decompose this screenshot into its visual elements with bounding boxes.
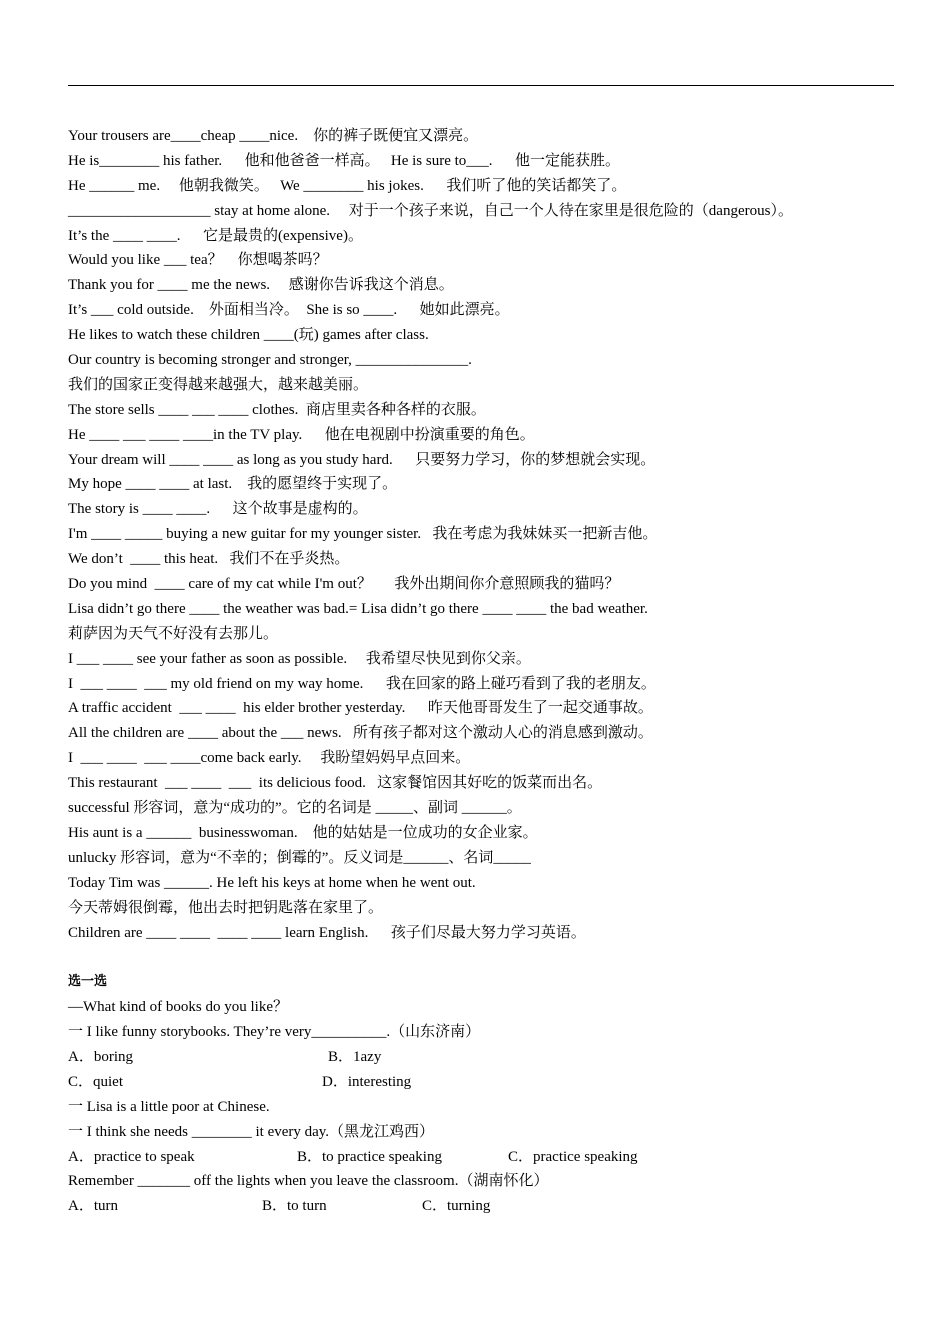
question-1-option-c: C．quiet [68,1073,123,1090]
question-2-prompt: 一 Lisa is a little poor at Chinese. [68,1098,270,1115]
exercise-line: Would you like ___ tea？ 你想喝茶吗？ [68,252,328,269]
exercise-line: I ___ ____ ___ ____come back early. 我盼望妈妈早点回来。 [68,750,471,767]
question-2-options [68,1145,898,1170]
question-2-option-c: C．practice speaking [508,1148,638,1165]
exercise-line: His aunt is a ______ businesswoman. 他的姑姑是一位成功的女企业家。 [68,824,538,841]
exercise-line: We don’t ____ this heat. 我们不在乎炎热。 [68,551,350,568]
fill-in-blank-exercises [68,124,898,945]
exercise-line: Do you mind ____ care of my cat while I'm out？ 我外出期间你介意照顾我的猫吗？ [68,576,620,593]
question-1-options-row-1 [68,1045,898,1070]
exercise-line: My hope ____ ____ at last. 我的愿望终于实现了。 [68,476,398,493]
exercise-line: He likes to watch these children ____(玩) games after class. [68,327,429,344]
question-2-option-b: B．to practice speaking [297,1148,442,1165]
exercise-line: He is________ his father. 他和他爸爸一样高。 He is sure to___. 他一定能获胜。 [68,152,621,169]
question-1-response: 一 I like funny storybooks. They’re very__________.（山东济南） [68,1024,481,1041]
exercise-line: Thank you for ____ me the news. 感谢你告诉我这个消息。 [68,277,454,294]
exercise-line: This restaurant ___ ____ ___ its delicious food. 这家餐馆因其好吃的饭菜而出名。 [68,775,603,792]
question-1-prompt: —What kind of books do you like？ [68,999,288,1016]
exercise-line: I'm ____ _____ buying a new guitar for my younger sister. 我在考虑为我妹妹买一把新吉他。 [68,526,658,543]
exercise-line: Today Tim was ______. He left his keys at home when he went out. [68,874,476,891]
exercise-line: Your trousers are____cheap ____nice. 你的裤子既便宜又漂亮。 [68,128,479,144]
exercise-line: Lisa didn’t go there ____ the weather was bad.= Lisa didn’t go there ____ ____ the bad weather. [68,600,648,617]
exercise-line: Your dream will ____ ____ as long as you study hard. 只要努力学习，你的梦想就会实现。 [68,451,656,468]
worksheet-body [68,124,898,1219]
exercise-line: I ___ ____ see your father as soon as possible. 我希望尽快见到你父亲。 [68,650,531,667]
exercise-line: successful 形容词，意为“成功的”。它的名词是 _____、副词 ______。 [68,800,522,817]
exercise-line: Our country is becoming stronger and stronger, _______________. [68,352,472,369]
question-3-prompt: Remember _______ off the lights when you leave the classroom.（湖南怀化） [68,1173,549,1190]
exercise-line: 我们的国家正变得越来越强大，越来越美丽。 [68,376,369,393]
exercise-line: 莉萨因为天气不好没有去那儿。 [68,625,279,642]
exercise-line: 今天蒂姆很倒霉，他出去时把钥匙落在家里了。 [68,899,384,916]
question-3-option-c: C．turning [422,1198,491,1215]
question-1-option-d: D．interesting [322,1073,412,1090]
question-3-option-a: A．turn [68,1198,118,1215]
exercise-line: unlucky 形容词，意为“不幸的；倒霉的”。反义词是______、名词_____ [68,849,531,866]
question-3-options [68,1194,898,1219]
exercise-line: The store sells ____ ___ ____ clothes. 商店里卖各种各样的衣服。 [68,401,486,418]
exercise-line: A traffic accident ___ ____ his elder brother yesterday. 昨天他哥哥发生了一起交通事故。 [68,700,653,717]
exercise-line: I ___ ____ ___ my old friend on my way home. 我在回家的路上碰巧看到了我的老朋友。 [68,675,656,692]
exercise-line: It’s the ____ ____. 它是最贵的(expensive)。 [68,227,363,244]
exercise-line: It’s ___ cold outside. 外面相当冷。 She is so ____. 她如此漂亮。 [68,302,510,319]
exercise-line: ___________________ stay at home alone. 对于一个孩子来说，自己一个人待在家里是很危险的（dangerous）。 [68,202,793,219]
question-2-option-a: A．practice to speak [68,1148,195,1165]
question-2-response: 一 I think she needs ________ it every day.（黑龙江鸡西） [68,1123,435,1140]
header-rule [68,85,894,86]
exercise-line: All the children are ____ about the ___ news. 所有孩子都对这个激动人心的消息感到激动。 [68,725,653,742]
exercise-line: Children are ____ ____ ____ ____ learn English. 孩子们尽最大努力学习英语。 [68,924,586,941]
exercise-line: He ____ ___ ____ ____in the TV play. 他在电视剧中扮演重要的角色。 [68,426,535,443]
exercise-line: The story is ____ ____. 这个故事是虚构的。 [68,501,368,518]
question-1-option-a: A．boring [68,1048,133,1065]
section-title: 选一选 [68,974,108,990]
question-1-option-b: B．1azy [328,1048,382,1065]
exercise-line: He ______ me. 他朝我微笑。 We ________ his jokes. 我们听了他的笑话都笑了。 [68,177,627,194]
question-1-options-row-2 [68,1070,898,1095]
question-3-option-b: B．to turn [262,1198,327,1215]
